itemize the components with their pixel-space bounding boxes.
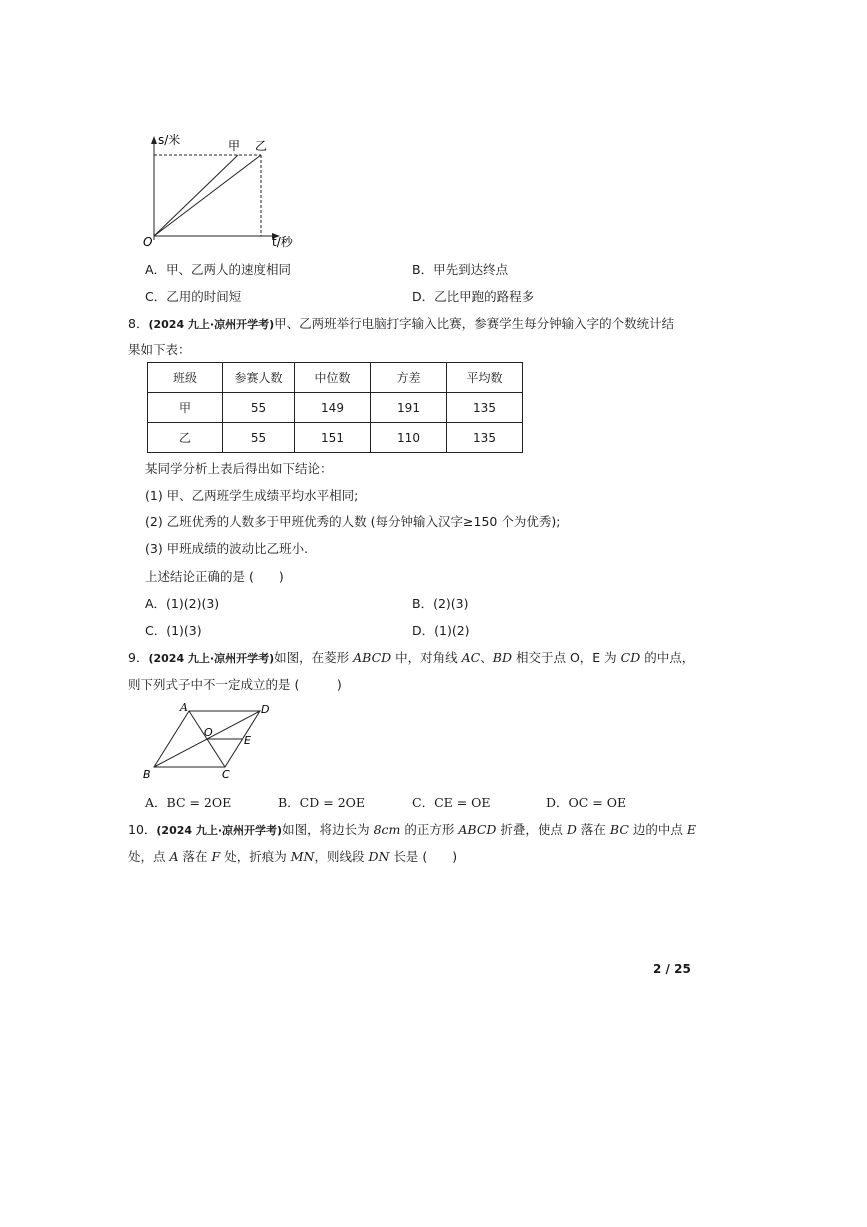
q9-stem-line1 [128, 648, 694, 666]
q8-number: 8． [128, 316, 149, 331]
x-axis-label: t/秒 [272, 235, 293, 249]
q10-text: ，则线段 [314, 849, 365, 864]
table-header-cell: 班级 [148, 363, 223, 393]
q10-text: 落在 [182, 849, 208, 864]
q9-option-b-text: B．CD = 2OE [278, 795, 366, 810]
q8-option-d: D．(1)(2) [412, 623, 470, 638]
q10-number: 10． [128, 822, 157, 837]
q9-option-c-text: C．CE = OE [412, 795, 491, 810]
q8-option-b: B．(2)(3) [412, 596, 469, 611]
table-cell: 135 [447, 393, 523, 423]
q10-text: 落在 [580, 822, 606, 837]
jia-label: 甲 [228, 139, 241, 153]
page-number: 2 / 25 [653, 962, 691, 976]
q9-source: (2024 九上·凉州开学考) [148, 652, 275, 665]
q9-text: 相交于点 O，E 为 [515, 650, 617, 665]
q7-option-d: D．乙比甲跑的路程多 [412, 289, 535, 304]
table-header-cell: 平均数 [447, 363, 523, 393]
q10-stem-line2 [128, 847, 457, 865]
q9-text: 的中点， [644, 650, 695, 665]
q9-cd: CD [620, 650, 641, 665]
q10-text: 折叠，使点 [500, 822, 563, 837]
q7-option-a: A．甲、乙两人的速度相同 [145, 262, 292, 277]
table-cell: 乙 [148, 423, 223, 453]
line-jia [154, 155, 238, 236]
q8-conclusion-2: (2) 乙班优秀的人数多于甲班优秀的人数 (每分钟输入汉字≥150 个为优秀); [145, 514, 561, 529]
q10-source: (2024 九上·凉州开学考) [156, 824, 283, 837]
table-cell: 135 [447, 423, 523, 453]
q8-option-c: C．(1)(3) [145, 623, 202, 638]
yi-label: 乙 [255, 139, 268, 153]
q9-text: 如图，在菱形 [274, 650, 350, 665]
q9-option-d [546, 793, 626, 811]
q8-stats-table [147, 362, 523, 453]
q10-text: 处，点 [128, 849, 166, 864]
q10-stem-line1 [128, 820, 696, 838]
q9-rhombus-figure [140, 700, 285, 785]
table-cell: 149 [295, 393, 371, 423]
q10-f: F [211, 849, 221, 864]
q10-text: 的正方形 [404, 822, 455, 837]
q7-option-b: B．甲先到达终点 [412, 262, 509, 277]
q9-text: 中，对角线 [395, 650, 458, 665]
q10-text: 处，折痕为 [224, 849, 287, 864]
q10-a: A [169, 849, 179, 864]
table-cell: 55 [223, 393, 295, 423]
q10-dn: DN [368, 849, 390, 864]
label-c: C [222, 768, 230, 781]
q9-ac: AC [461, 650, 481, 665]
q8-question: 上述结论正确的是 ( ) [145, 569, 284, 584]
q9-bd: BD [492, 650, 512, 665]
q8-conclusion-1: (1) 甲、乙两班学生成绩平均水平相同; [145, 488, 359, 503]
y-axis-label: s/米 [158, 133, 181, 147]
label-d: D [261, 703, 270, 716]
table-cell: 191 [371, 393, 447, 423]
table-cell: 151 [295, 423, 371, 453]
line-yi [154, 155, 261, 236]
q10-text: 边的中点 [632, 822, 683, 837]
q9-option-a-text: A．BC = 2OE [145, 795, 232, 810]
q9-sep: 、 [480, 650, 493, 665]
label-e: E [244, 734, 251, 747]
q10-e: E [686, 822, 697, 837]
table-cell: 55 [223, 423, 295, 453]
table-row [148, 423, 523, 453]
q10-d: D [566, 822, 577, 837]
q9-stem-line2: 则下列式子中不一定成立的是 ( ) [128, 677, 342, 692]
q9-abcd: ABCD [353, 650, 392, 665]
q10-size: 8cm [373, 822, 401, 837]
label-a: A [180, 701, 188, 714]
q8-stem-line1 [128, 314, 674, 332]
q10-mn: MN [290, 849, 315, 864]
q9-option-c [412, 793, 491, 811]
q7-option-c: C．乙用的时间短 [145, 289, 242, 304]
q8-stem-line2: 果如下表： [128, 342, 191, 357]
q9-option-d-text: D．OC = OE [546, 795, 627, 810]
table-cell: 110 [371, 423, 447, 453]
table-header-cell: 参赛人数 [223, 363, 295, 393]
q10-text: 如图，将边长为 [282, 822, 370, 837]
q7-graph [140, 128, 310, 253]
q10-text: 长是 ( ) [393, 849, 458, 864]
table-header-row [148, 363, 523, 393]
q8-analysis: 某同学分析上表后得出如下结论： [145, 461, 333, 476]
q9-option-b [278, 793, 365, 811]
q8-source: (2024 九上·凉州开学考) [148, 318, 275, 331]
label-o: O [204, 726, 213, 739]
q9-option-a [145, 793, 231, 811]
label-b: B [143, 768, 151, 781]
q8-stem-text: 甲、乙两班举行电脑打字输入比赛，参赛学生每分钟输入字的个数统计结 [274, 316, 675, 331]
q8-conclusion-3: (3) 甲班成绩的波动比乙班小. [145, 541, 309, 556]
table-header-cell: 方差 [371, 363, 447, 393]
q10-bc: BC [609, 822, 629, 837]
origin-label: O [143, 235, 153, 249]
table-row [148, 393, 523, 423]
q9-number: 9． [128, 650, 149, 665]
table-cell: 甲 [148, 393, 223, 423]
table-header-cell: 中位数 [295, 363, 371, 393]
q8-option-a: A．(1)(2)(3) [145, 596, 220, 611]
q10-abcd: ABCD [458, 822, 497, 837]
